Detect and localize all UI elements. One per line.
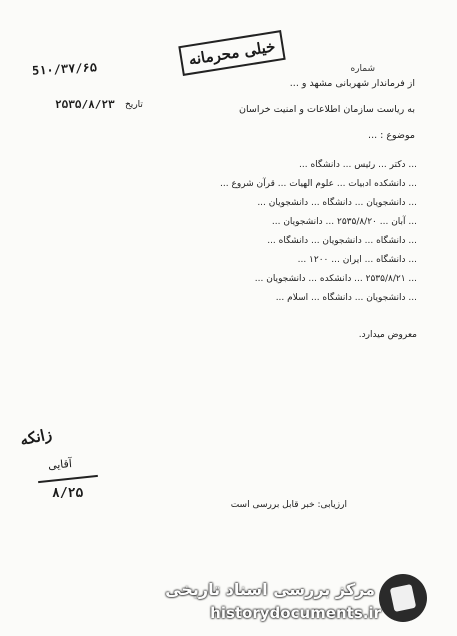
body-line: ... دانشگاه ... ایران ... ۱۲۰۰ ...	[297, 255, 417, 265]
subject-line: موضوع : ...	[368, 130, 415, 141]
evaluation-note: ارزیابی: خبر قابل بررسی است	[230, 500, 347, 510]
reference-number: 5۱۰/۳۷/۶۵	[31, 60, 98, 78]
classification-stamp: خیلی محرمانه	[178, 30, 285, 76]
date-label: تاریخ	[125, 100, 143, 110]
body-line: ... دانشکده ادبیات ... علوم الهیات ... قرآن شروع ...	[220, 179, 417, 189]
logo-document-shape	[390, 584, 417, 612]
body-line: ... دانشجویان ... دانشگاه ... دانشجویان ...	[257, 198, 417, 208]
letter-date: ۲۵۳۵/۸/۲۳	[55, 98, 115, 111]
reference-label: شماره	[350, 64, 375, 74]
body-line: ... آبان ... ۲۵۳۵/۸/۲۰ ... دانشجویان ...	[271, 217, 417, 227]
watermark-title: مرکز بررسی اسناد تاریخی	[165, 580, 375, 599]
body-line: ... دانشجویان ... دانشگاه ... اسلام ...	[275, 293, 417, 303]
watermark	[165, 570, 447, 630]
watermark-url: historydocuments.ir	[210, 604, 381, 622]
handwritten-note: ۸/۲۵	[52, 486, 84, 501]
signature-name: آقایی	[47, 456, 73, 473]
archive-logo-icon	[379, 574, 427, 622]
signature-underline	[38, 475, 98, 483]
recipient-line: به ریاست سازمان اطلاعات و امنیت خراسان	[238, 104, 415, 115]
sender-line: از فرماندار شهربانی مشهد و ...	[289, 78, 415, 89]
body-line: ... ۲۵۳۵/۸/۲۱ ... دانشکده ... دانشجویان ...	[254, 274, 417, 284]
body-line: ... دانشگاه ... دانشجویان ... دانشگاه ...	[267, 236, 417, 246]
body-line: معروض میدارد.	[358, 330, 417, 340]
handwritten-signature: زانکه	[18, 424, 54, 450]
body-line: ... دکتر ... رئیس ... دانشگاه ...	[299, 160, 417, 170]
